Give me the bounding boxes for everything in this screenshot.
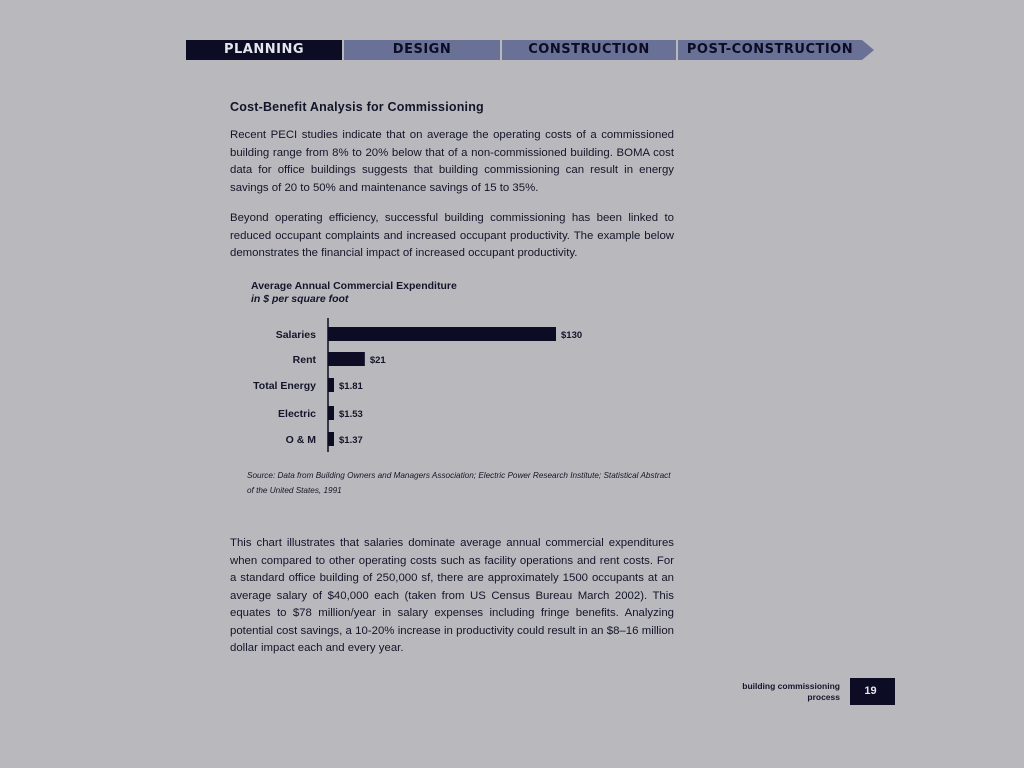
paragraph-2: Beyond operating efficiency, successful building commissioning has been linked to reduced occupant complaints and increased occupant productivity. The example below demonstrates the financial impact of increased occupant productivity. [230, 212, 674, 259]
data-label: $21 [369, 355, 386, 366]
data-label: $1.81 [339, 381, 363, 392]
bar [328, 327, 556, 341]
category-label: Rent [292, 354, 316, 366]
bar [328, 432, 334, 446]
data-label: $1.53 [339, 409, 363, 420]
category-label: Electric [278, 408, 316, 420]
tab-planning[interactable]: PLANNING [186, 40, 344, 60]
category-label: Total Energy [253, 380, 316, 392]
footer-label-line-1: building commissioning [742, 681, 840, 691]
chart-title: Average Annual Commercial Expenditure [251, 280, 457, 292]
paragraph-1: Recent PECI studies indicate that on average the operating costs of a commissioned building range from 8% to 20% below that of a non-commissioned building. BOMA cost data for office buildings suggests that building commissioning can result in energy savings of 20 to 50% and maintenance savings of 15 to 35%. [230, 129, 674, 194]
data-label: $1.37 [339, 435, 363, 446]
bar [328, 352, 365, 366]
tab-design[interactable]: DESIGN [344, 40, 502, 60]
chart-plot [230, 314, 674, 464]
chart-subtitle: in $ per square foot [251, 293, 349, 305]
footer-label-line-2: process [807, 692, 840, 702]
page-number: 19 [850, 678, 895, 705]
phase-nav [186, 40, 876, 60]
expenditure-chart [230, 278, 674, 503]
category-label: O & M [285, 434, 316, 446]
article-title: Cost-Benefit Analysis for Commissioning [230, 100, 484, 114]
tab-post-construction[interactable]: POST-CONSTRUCTION [678, 40, 862, 60]
data-label: $130 [561, 330, 583, 341]
bar [328, 378, 334, 392]
footer-label [712, 681, 840, 703]
tab-construction[interactable]: CONSTRUCTION [502, 40, 678, 60]
chart-source: Source: Data from Building Owners and Managers Association; Electric Power Research Institute; Statistical Abstract of the United States, 1991 [247, 471, 671, 495]
article [230, 100, 674, 263]
category-label: Salaries [275, 329, 316, 341]
paragraph-3: This chart illustrates that salaries dominate average annual commercial expenditures when compared to other operating costs such as facility operations and rent costs. For a standard office building of 250,000 sf, there are approximately 1500 occupants at an average salary of $40,000 each (taken from US Census Bureau March 2002). This equates to $78 million/year in salary expenses including fringe benefits. Analyzing potential cost savings, a 10-20% increase in productivity could result in an $8–16 million dollar impact each and every year. [230, 537, 674, 654]
bar [328, 406, 334, 420]
nav-arrow-icon [862, 40, 874, 60]
